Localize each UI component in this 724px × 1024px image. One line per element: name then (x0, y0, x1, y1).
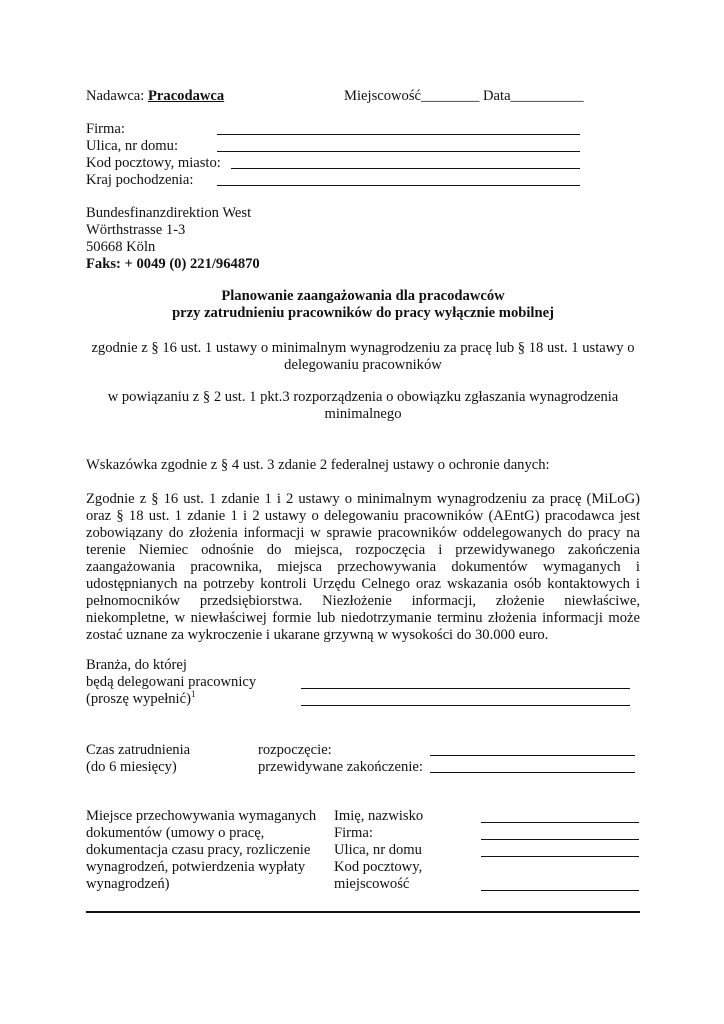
start-date-line[interactable] (430, 755, 635, 756)
country-line[interactable] (217, 185, 580, 186)
postal-city-line[interactable] (231, 168, 580, 169)
country-label: Kraj pochodzenia: (86, 172, 194, 188)
notice-body: Zgodnie z § 16 ust. 1 zdanie 1 i 2 ustawy o minimalnym wynagrodzeniu za pracę (MiLoG) oraz § 18 ust. 1 zdanie 1 i 2 ustawy o delegowaniu pracowników (AEntG) pracodawca jest zobowiązany do złożenia informacji w sprawie pracowników oddelegowanych do pracy na terenie Niemiec odnośnie do miejsca, rozpoczęcia i przewidywanego zakończenia zaangażowania pracownika, miejsca przechowywania dokumentów wymaganych i udostępnianych na potrzeby kontroli Urzędu Celnego oraz wskazania osób kontaktowych i pełnomocników przedsiębiorstwa. Niezłożenie informacji, złożenie niewłaściwe, niekompletne, w niewłaściwej formie lub niedotrzymanie terminu złożenia informacji może zostać uznane za wykroczenie i ukarane grzywną w wysokości do 30.000 euro. (86, 491, 640, 643)
street-line[interactable] (217, 151, 580, 152)
footnote-marker: 1 (190, 689, 196, 700)
company-name-line[interactable] (217, 134, 580, 135)
contact-company-line[interactable] (481, 839, 639, 840)
end-date-line[interactable] (430, 772, 635, 773)
industry-line-1[interactable] (301, 688, 630, 689)
recipient-city: 50668 Köln (86, 239, 156, 255)
sender-label: Nadawca: (86, 88, 145, 104)
employment-label: Czas zatrudnienia (86, 742, 191, 758)
industry-label-line3 (86, 691, 195, 708)
recipient-fax: Faks: + 0049 (0) 221/964870 (86, 256, 260, 272)
employment-limit: (do 6 miesięcy) (86, 759, 177, 775)
industry-label-line1: Branża, do której (86, 657, 187, 673)
street-label: Ulica, nr domu: (86, 138, 179, 154)
contact-name-line[interactable] (481, 822, 639, 823)
form-title-line2: przy zatrudnieniu pracowników do pracy wyłącznie mobilnej (172, 305, 554, 321)
contact-street-line[interactable] (481, 856, 639, 857)
end-label: przewidywane zakończenie: (258, 759, 423, 775)
sender-line (86, 88, 224, 105)
company-name-label: Firma: (86, 121, 125, 137)
storage-label-3: dokumentacja czasu pracy, rozliczenie (86, 842, 311, 858)
bottom-rule (86, 911, 640, 913)
industry-hint: (proszę wypełnić) (86, 691, 191, 707)
contact-street-label: Ulica, nr domu (334, 842, 422, 858)
notice-heading: Wskazówka zgodnie z § 4 ust. 3 zdanie 2 federalnej ustawy o ochronie danych: (86, 457, 550, 473)
legal-basis-1: zgodnie z § 16 ust. 1 ustawy o minimalnym wynagrodzeniu za pracę lub § 18 ust. 1 ustawy o delegowaniu pracowników (91, 340, 635, 373)
postal-city-label: Kod pocztowy, miasto: (86, 155, 221, 171)
contact-company-label: Firma: (334, 825, 373, 841)
industry-label-line2: będą delegowani pracownicy (86, 674, 257, 690)
storage-label-4: wynagrodzeń, potwierdzenia wypłaty (86, 859, 306, 875)
legal-basis-2: w powiązaniu z § 2 ust. 1 pkt.3 rozporządzenia o obowiązku zgłaszania wynagrodzenia minimalnego (107, 389, 619, 422)
sender-value: Pracodawca (148, 88, 225, 104)
storage-label-1: Miejsce przechowywania wymaganych (86, 808, 317, 824)
contact-name-label: Imię, nazwisko (334, 808, 424, 824)
storage-label-5: wynagrodzeń) (86, 876, 170, 892)
recipient-street: Wörthstrasse 1-3 (86, 222, 186, 238)
contact-postal-label: Kod pocztowy, (334, 859, 423, 875)
contact-postal-city-line[interactable] (481, 890, 639, 891)
storage-label-2: dokumentów (umowy o pracę, (86, 825, 265, 841)
start-label: rozpoczęcie: (258, 742, 332, 758)
industry-line-2[interactable] (301, 705, 630, 706)
recipient-name: Bundesfinanzdirektion West (86, 205, 252, 221)
form-title-line1: Planowanie zaangażowania dla pracodawców (221, 288, 505, 304)
contact-city-label: miejscowość (334, 876, 410, 892)
place-field[interactable]: Miejscowość________ (344, 88, 480, 104)
date-field[interactable]: Data__________ (483, 88, 584, 104)
